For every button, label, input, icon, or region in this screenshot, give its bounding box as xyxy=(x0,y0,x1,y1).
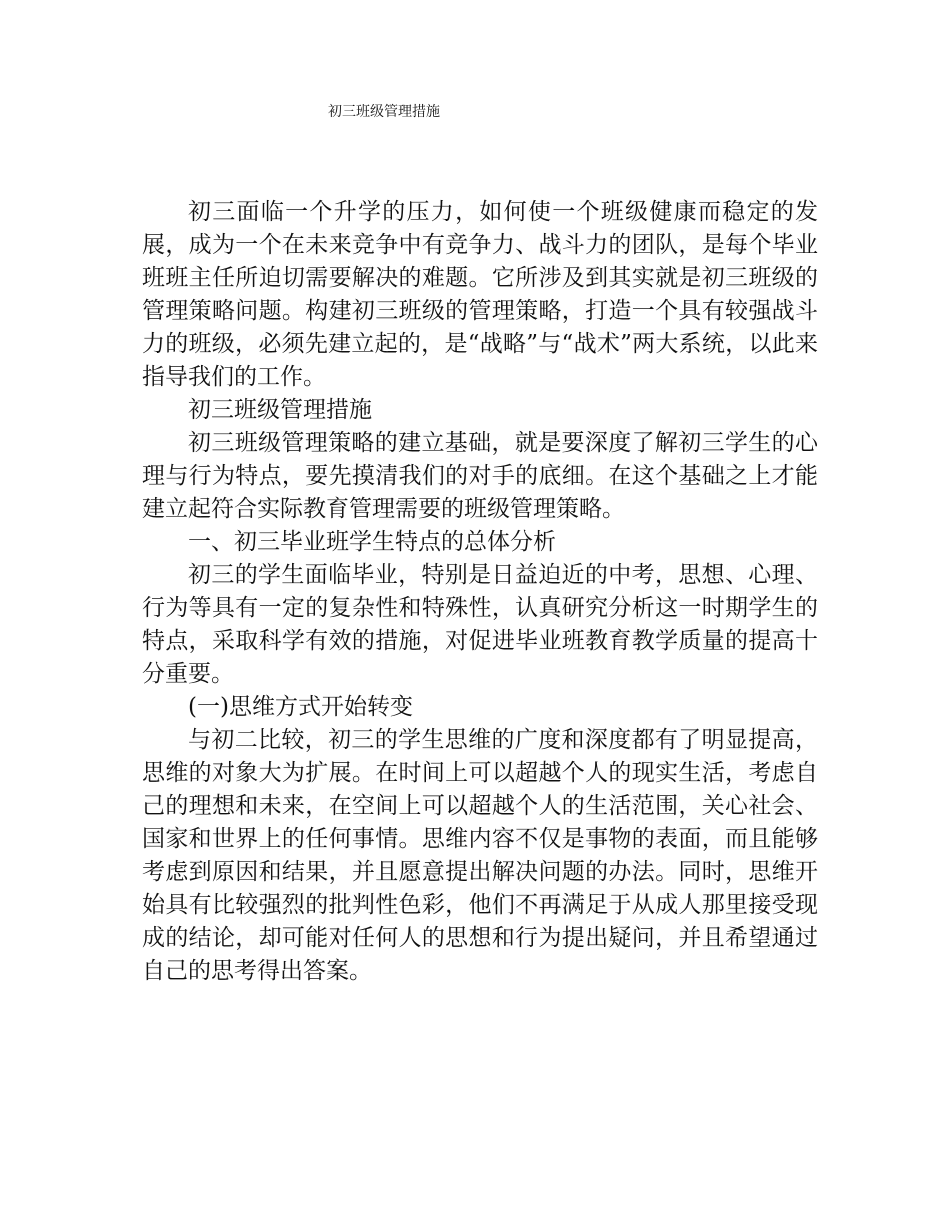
paragraph-intro: 初三面临一个升学的压力，如何使一个班级健康而稳定的发展，成为一个在未来竞争中有竞争力、战斗力的团队，是每个毕业班班主任所迫切需要解决的难题。它所涉及到其实就是初三班级的管理策略问题。构建初三班级的管理策略，打造一个具有较强战斗力的班级，必须先建立起的，是“战略”与“战术”两大系统，以此来指导我们的工作。 xyxy=(142,199,818,390)
paragraph-analysis: 初三的学生面临毕业，特别是日益迫近的中考，思想、心理、行为等具有一定的复杂性和特殊性，认真研究分析这一时期学生的特点，采取科学有效的措施，对促进毕业班教育教学质量的提高十分重要。 xyxy=(142,562,818,687)
section-heading-1: 一、初三毕业班学生特点的总体分析 xyxy=(188,529,556,555)
page-header: 初三班级管理措施 xyxy=(328,104,440,120)
document-body xyxy=(142,196,818,988)
paragraph-title: 初三班级管理措施 xyxy=(188,397,372,423)
paragraph-thinking: 与初二比较，初三的学生思维的广度和深度都有了明显提高，思维的对象大为扩展。在时间上可以超越个人的现实生活，考虑自己的理想和未来，在空间上可以超越个人的生活范围，关心社会、国家和世界上的任何事情。思维内容不仅是事物的表面，而且能够考虑到原因和结果，并且愿意提出解决问题的办法。同时，思维开始具有比较强烈的批判性色彩，他们不再满足于从成人那里接受现成的结论，却可能对任何人的思想和行为提出疑问，并且希望通过自己的思考得出答案。 xyxy=(142,727,818,984)
paragraph-basis: 初三班级管理策略的建立基础，就是要深度了解初三学生的心理与行为特点，要先摸清我们的对手的底细。在这个基础之上才能建立起符合实际教育管理需要的班级管理策略。 xyxy=(142,430,818,522)
subsection-heading-1: (一)思维方式开始转变 xyxy=(188,694,413,720)
